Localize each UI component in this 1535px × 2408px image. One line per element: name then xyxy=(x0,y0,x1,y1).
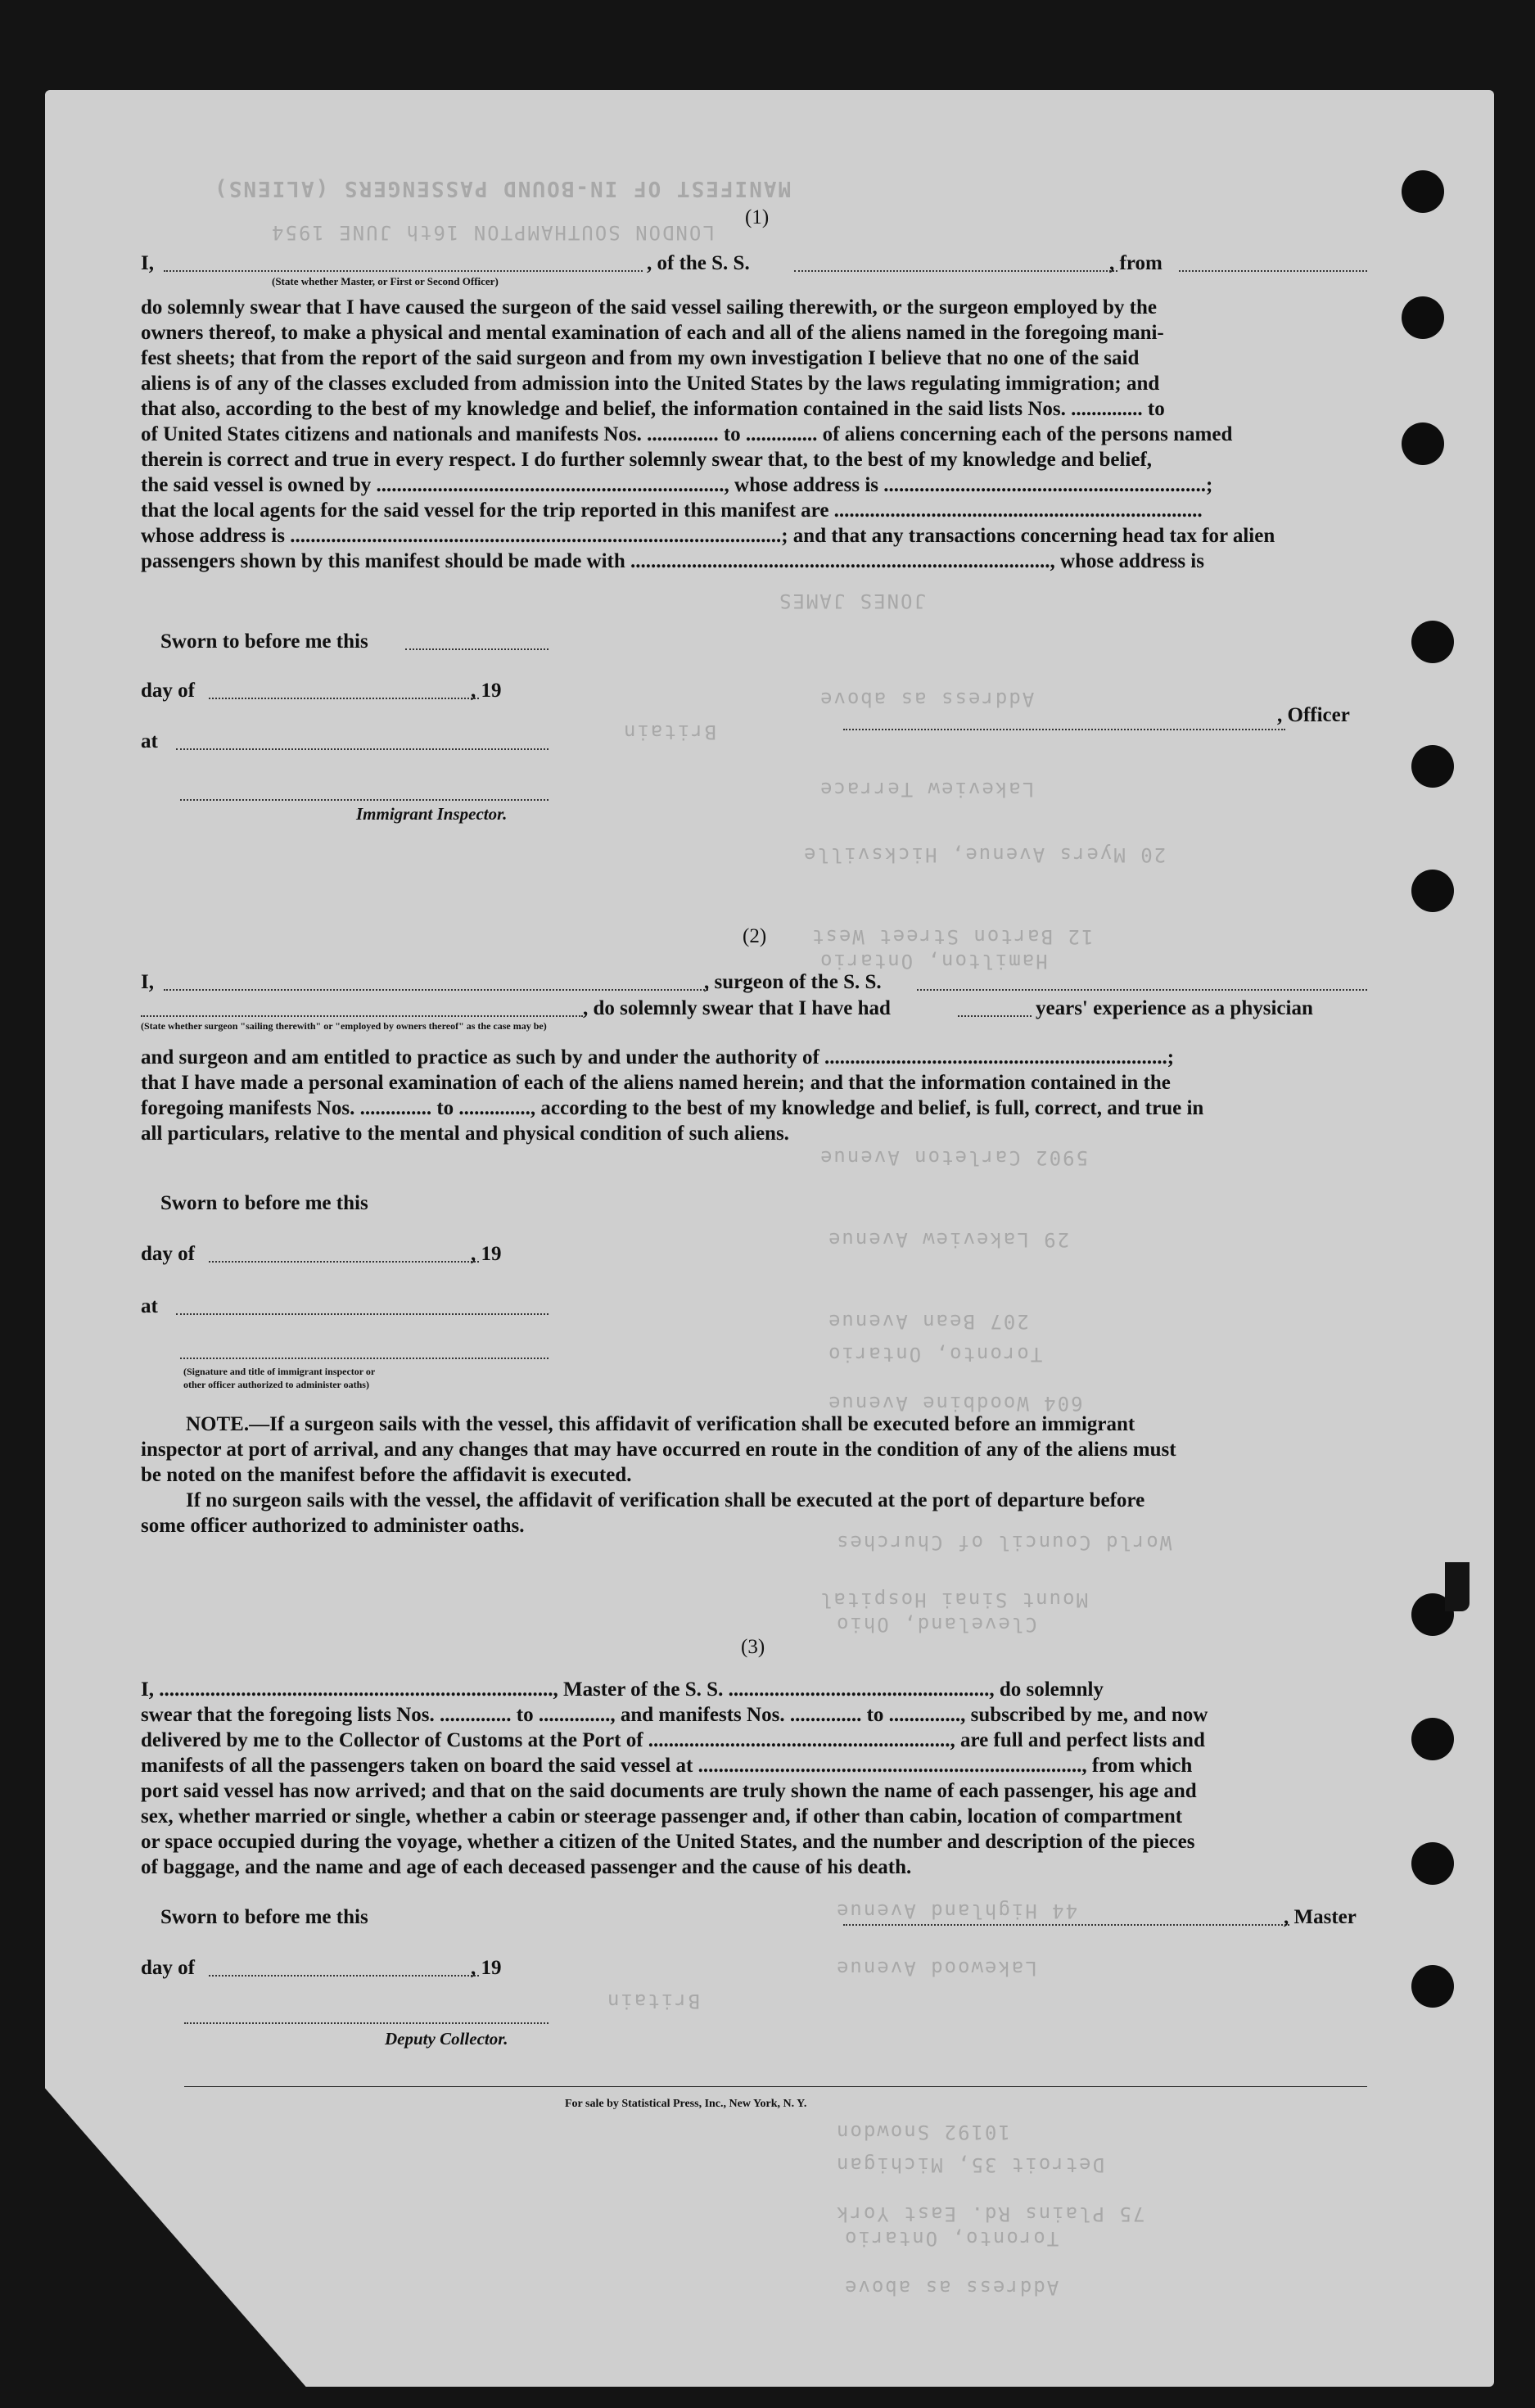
oath-line: that I have made a personal examination of each of the aliens named herein; and that the information contained in the xyxy=(141,1072,1171,1094)
oath-line: manifests of all the passengers taken on board the said vessel at ..........................................................................., from which xyxy=(141,1755,1193,1777)
bleed-through-text: Lakewood Avenue xyxy=(835,1957,1037,1980)
note-line: NOTE.—If a surgeon sails with the vessel, this affidavit of verification shall be executed before an immigrant xyxy=(186,1413,1135,1435)
oath-line: that also, according to the best of my knowledge and belief, the information contained in the said lists Nos. .............. to xyxy=(141,398,1165,420)
deputy-signature-field[interactable] xyxy=(184,2022,549,2024)
bleed-through-text: Hamilton, Ontario xyxy=(819,950,1048,973)
torn-edge xyxy=(1445,1562,1470,1611)
oath-line: swear that the foregoing lists Nos. .............. to .............., and manifests Nos. .............. to .............., subscribed by me, and now xyxy=(141,1704,1208,1726)
oath-line: foregoing manifests Nos. .............. to .............., according to the best of my knowledge and belief, is full, correct, and true in xyxy=(141,1097,1204,1119)
bleed-through-text: Address as above xyxy=(843,2276,1059,2299)
oath-line: aliens is of any of the classes excluded from admission into the United States by the laws regulating immigration; and xyxy=(141,373,1160,395)
bleed-through-text: 5902 Carleton Avenue xyxy=(819,1146,1088,1169)
bottom-rule xyxy=(184,2086,1367,2087)
note-line: be noted on the manifest before the affidavit is executed. xyxy=(141,1464,632,1486)
surgeon-of-ss-label: , surgeon of the S. S. xyxy=(704,971,882,993)
oath-line: sex, whether married or single, whether a cabin or steerage passenger and, if other than cabin, location of compartment xyxy=(141,1805,1183,1827)
oath-line: of baggage, and the name and age of each deceased passenger and the cause of his death. xyxy=(141,1856,912,1878)
day-field[interactable] xyxy=(209,698,479,699)
bleed-through-text: 44 Highland Avenue xyxy=(835,1900,1078,1922)
vessel-name-field[interactable] xyxy=(794,270,1117,272)
note-line: inspector at port of arrival, and any changes that may have occurred en route in the condition of any of the aliens must xyxy=(141,1439,1176,1461)
day-of-label: day of xyxy=(141,680,195,702)
officer-rank-caption: (State whether Master, or First or Second Officer) xyxy=(272,275,499,287)
at-field[interactable] xyxy=(176,748,549,750)
oath-line: therein is correct and true in every respect. I do further solemnly swear that, to the best of my knowledge and belief, xyxy=(141,449,1153,471)
section-1-i: I, xyxy=(141,252,154,274)
bleed-through-text: Britain xyxy=(622,721,717,743)
day-field[interactable] xyxy=(209,1261,479,1263)
officer-label: , Officer xyxy=(1277,704,1350,726)
years-experience-field[interactable] xyxy=(958,1015,1032,1017)
surgeon-status-field[interactable] xyxy=(141,1015,583,1017)
year-label: , 19 xyxy=(471,1243,502,1265)
at-field[interactable] xyxy=(176,1313,549,1315)
bleed-through-text: Britain xyxy=(606,1990,701,2013)
oath-line: all particulars, relative to the mental and physical condition of such aliens. xyxy=(141,1123,789,1145)
bleed-through-text: 207 Bean Avenue xyxy=(827,1310,1029,1333)
oath-line: or space occupied during the voyage, whether a citizen of the United States, and the number and description of the pieces xyxy=(141,1831,1195,1853)
sworn-label: Sworn to before me this xyxy=(160,1906,368,1928)
note-line: If no surgeon sails with the vessel, the affidavit of verification shall be executed at the port of departure before xyxy=(186,1489,1145,1511)
surgeon-vessel-field[interactable] xyxy=(917,989,1367,991)
departure-port-field[interactable] xyxy=(1179,270,1367,272)
day-of-label: day of xyxy=(141,1243,195,1265)
bleed-through-text: Mount Sinai Hospital xyxy=(819,1588,1088,1611)
sworn-label: Sworn to before me this xyxy=(160,1192,368,1214)
bleed-through-text: 29 Lakeview Avenue xyxy=(827,1228,1070,1251)
oath-line: and surgeon and am entitled to practice as such by and under the authority of ...................................................................; xyxy=(141,1046,1175,1068)
deputy-collector-label: Deputy Collector. xyxy=(385,2029,508,2049)
printer-footer: For sale by Statistical Press, Inc., New York, N. Y. xyxy=(565,2098,807,2110)
oath-line: whose address is ................................................................................................; and that any transactions concerning head tax for alien xyxy=(141,525,1275,547)
bleed-through-text: 75 Plains Rd. East York xyxy=(835,2202,1145,2225)
sworn-label: Sworn to before me this xyxy=(160,630,368,653)
master-signature-field[interactable] xyxy=(843,1924,1289,1926)
oath-line: passengers shown by this manifest should be made with .................................................................................., whose address is xyxy=(141,550,1204,572)
bleed-through-text: 20 Myers Avenue, Hicksville xyxy=(802,843,1167,866)
year-label: , 19 xyxy=(471,680,502,702)
punch-hole xyxy=(1402,170,1444,213)
bleed-through-text: 10192 Snowdon xyxy=(835,2121,1010,2144)
surgeon-status-caption: (State whether surgeon "sailing therewith" or "employed by owners thereof" as the case may be) xyxy=(141,1020,547,1032)
oath-line: delivered by me to the Collector of Customs at the Port of ..........................................................., are full and perfect lists and xyxy=(141,1729,1205,1751)
oath-line: of United States citizens and nationals and manifests Nos. .............. to .............. of aliens concerning each of the persons named xyxy=(141,423,1233,445)
bleed-through-text: Detroit 35, Michigan xyxy=(835,2153,1104,2176)
punch-hole xyxy=(1411,621,1454,663)
punch-hole xyxy=(1411,1718,1454,1760)
bleed-through-text: Cleveland, Ohio xyxy=(835,1613,1037,1636)
bleed-through-text: Toronto, Ontario xyxy=(827,1343,1043,1366)
officer-signature-field[interactable] xyxy=(843,729,1285,730)
note-line: some officer authorized to administer oaths. xyxy=(141,1515,525,1537)
section-2-number: (2) xyxy=(743,925,767,947)
master-label: , Master xyxy=(1284,1906,1357,1928)
bleed-through-text: World Council of Churches xyxy=(835,1531,1172,1554)
section-1-of-ss: , of the S. S. xyxy=(647,252,750,274)
sworn-date-field[interactable] xyxy=(405,648,549,650)
section-1-number: (1) xyxy=(745,206,770,228)
bleed-through-text: Lakeview Terrace xyxy=(819,778,1035,801)
punch-hole xyxy=(1411,1965,1454,2008)
bleed-through-text: 12 Barton Street West xyxy=(810,925,1094,948)
bleed-through-text: JONES JAMES xyxy=(778,590,926,612)
officer-rank-field[interactable] xyxy=(164,270,643,272)
signature-caption: other officer authorized to administer oaths) xyxy=(183,1379,369,1390)
bleed-through-text: Address as above xyxy=(819,688,1035,711)
day-of-label: day of xyxy=(141,1957,195,1979)
section-2-i: I, xyxy=(141,971,154,993)
inspector-signature-field[interactable] xyxy=(180,799,549,801)
punch-hole xyxy=(1411,745,1454,788)
punch-hole xyxy=(1411,870,1454,912)
oath-line: that the local agents for the said vessel for the trip reported in this manifest are ........................................................................ xyxy=(141,499,1203,522)
punch-hole xyxy=(1402,422,1444,465)
day-field[interactable] xyxy=(209,1975,479,1977)
year-label: , 19 xyxy=(471,1957,502,1979)
do-solemnly-label: , do solemnly swear that I have had xyxy=(583,997,891,1019)
oath-line: fest sheets; that from the report of the said surgeon and from my own investigation I believe that no one of the said xyxy=(141,347,1140,369)
oath-line: do solemnly swear that I have caused the surgeon of the said vessel sailing therewith, or the surgeon employed by the xyxy=(141,296,1157,319)
immigrant-inspector-label: Immigrant Inspector. xyxy=(356,804,508,824)
years-experience-label: years' experience as a physician xyxy=(1036,997,1313,1019)
bleed-through-text: 604 Woodbine Avenue xyxy=(827,1392,1083,1415)
oath-line: I, ............................................................................., Master of the S. S. ..................................................., do solemnly xyxy=(141,1678,1104,1701)
section-3-number: (3) xyxy=(741,1636,765,1658)
bleed-through-text: Toronto, Ontario xyxy=(843,2227,1059,2250)
bleed-through-text: MANIFEST OF IN-BOUND PASSENGERS (ALIENS) xyxy=(213,176,792,201)
surgeon-name-field[interactable] xyxy=(164,989,708,991)
oath-line: port said vessel has now arrived; and that on the said documents are truly shown the name of each passenger, his age and xyxy=(141,1780,1197,1802)
bleed-through-text: LONDON SOUTHAMPTON 16th JUNE 1954 xyxy=(270,221,715,244)
at-label: at xyxy=(141,1295,158,1317)
punch-hole xyxy=(1411,1842,1454,1885)
signature-caption: (Signature and title of immigrant inspector or xyxy=(183,1366,376,1377)
section-1-from: , from xyxy=(1109,252,1163,274)
at-label: at xyxy=(141,730,158,752)
oath-line: owners thereof, to make a physical and mental examination of each and all of the aliens named in the foregoing mani- xyxy=(141,322,1164,344)
oath-line: the said vessel is owned by ...................................................................., whose address is ...............................................................; xyxy=(141,474,1213,496)
inspector-signature-field[interactable] xyxy=(180,1358,549,1359)
punch-hole xyxy=(1402,296,1444,339)
